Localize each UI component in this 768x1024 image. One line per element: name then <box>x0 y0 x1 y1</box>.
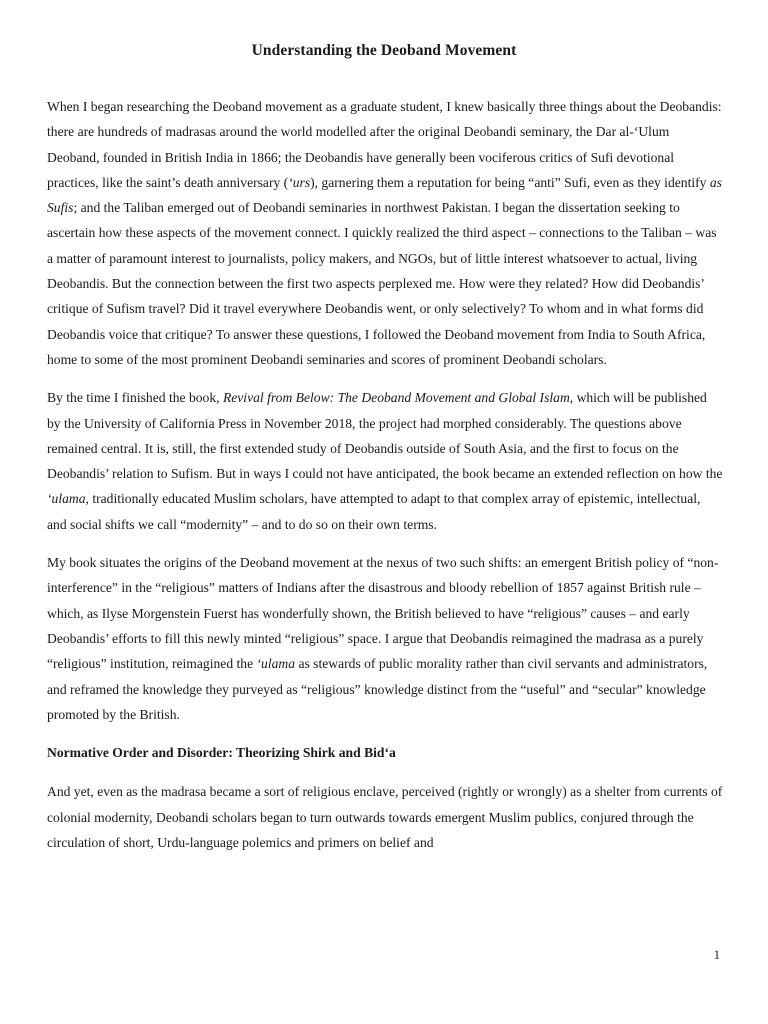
text-run: By the time I finished the book, <box>47 390 223 406</box>
text-run: When I began researching the Deoband movement as a graduate student, I knew basically three things about the Deobandis: there are hundreds of madrasas around the world modelled after the original Deobandi seminary, the Dar al-‘Ulum Deoband, founded in British India in 1866; the Deobandis have generally been vociferous critics of Sufi devotional practices, like the saint’s death anniversary ( <box>47 99 722 190</box>
italic-text: ‘ulama <box>256 656 296 672</box>
italic-text: ‘urs <box>288 174 311 190</box>
paragraph-4: And yet, even as the madrasa became a sort of religious enclave, perceived (rightly or wrongly) as a shelter from currents of colonial modernity, Deobandi scholars began to turn outwards towards emergent Muslim publics, conjured through the circulation of short, Urdu-language polemics and primers on belief and <box>47 784 723 851</box>
paragraph-1 <box>47 94 723 372</box>
paragraph-3 <box>47 550 723 727</box>
text-run: as stewards of public morality rather than civil servants and administrators, and reframed the knowledge they purveyed as “religious” knowledge distinct from the “useful” and “secular” knowledge promoted by the British. <box>47 656 708 722</box>
italic-text: Revival from Below: The Deoband Movement and Global Islam <box>222 390 570 406</box>
italic-text: as Sufis <box>47 174 722 216</box>
document-title: Understanding the Deoband Movement <box>251 42 517 59</box>
page-number: 1 <box>713 948 720 962</box>
italic-text: ‘ulama <box>47 491 86 507</box>
paragraph-2 <box>47 385 723 537</box>
text-run: , traditionally educated Muslim scholars, have attempted to adapt to that complex array of epistemic, intellectual, and social shifts we call “modernity” – and to do so on their own terms. <box>47 491 701 532</box>
text-run: My book situates the origins of the Deoband movement at the nexus of two such shifts: an emergent British policy of “non-interference” in the “religious” matters of Indians after the disastrous and bloody rebellion of 1857 against British rule – which, as Ilyse Morgenstein Fuerst has wonderfully shown, the British believed to have “religious” causes – and early Deobandis’ efforts to fill this newly minted “religious” space. I argue that Deobandis reimagined the madrasa as a purely “religious” institution, reimagined the <box>47 555 719 672</box>
text-run: , which will be published by the University of California Press in November 2018, the project had morphed considerably. The questions above remained central. It is, still, the first extended study of Deobandis outside of South Asia, and the first to focus on the Deobandis’ relation to Sufism. But in ways I could not have anticipated, the book became an extended reflection on how the <box>47 390 723 482</box>
document-body <box>47 94 723 868</box>
text-run: ), garnering them a reputation for being “anti” Sufi, even as they identify <box>310 174 710 190</box>
section-heading: Normative Order and Disorder: Theorizing Shirk and Bid‘a <box>47 745 396 761</box>
text-run: ; and the Taliban emerged out of Deobandi seminaries in northwest Pakistan. I began the dissertation seeking to ascertain how these aspects of the movement connect. I quickly realized the third aspect – connections to the Taliban – was a matter of paramount interest to journalists, policy makers, and NGOs, but of little interest whatsoever to actual, living Deobandis. But the connection between the first two aspects perplexed me. How were they related? How did Deobandis’ critique of Sufism travel? Did it travel everywhere Deobandis went, or only selectively? To whom and in what forms did Deobandis voice that critique? To answer these questions, I followed the Deoband movement from India to South Africa, home to some of the most prominent Deobandi seminaries and scores of prominent Deobandi scholars. <box>47 200 717 367</box>
